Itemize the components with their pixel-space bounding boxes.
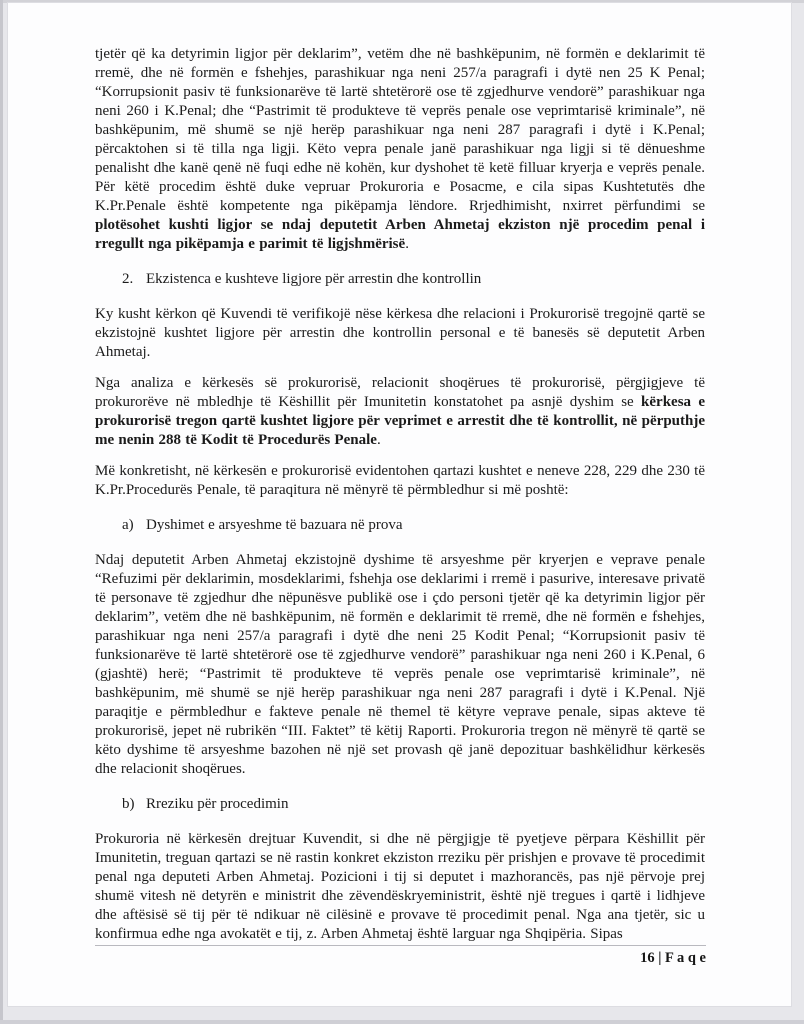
- text-run: Ekzistenca e kushteve ligjore për arrestin dhe kontrollin: [146, 271, 482, 287]
- text-run: .: [405, 236, 409, 252]
- text-run: kërkesa e prokurorisë tregon qartë kushtet ligjore për veprimet e arrestit dhe të kontrollit, në përputhje me nenin 288 të Kodit të Procedurës Penale: [95, 394, 706, 448]
- document-body: [95, 45, 705, 956]
- text-run: plotësohet kushti ligjor se ndaj deputetit Arben Ahmetaj ekziston një procedim penal i rregullt nga pikëpamja e parimit të ligjshmërisë: [95, 217, 705, 252]
- item-text: [146, 795, 705, 814]
- item-marker: 2.: [122, 271, 134, 287]
- text-run: Nga analiza e kërkesës së prokurorisë, relacionit shoqërues të prokurorisë, përgjigjeve të prokurorëve në mbledhje të Këshillit për Imunitetin konstatohet pa asnjë dyshim se: [95, 375, 705, 410]
- paragraph: [95, 45, 705, 254]
- paragraph: [95, 462, 705, 500]
- text-run: .: [376, 432, 381, 448]
- text-run: Prokuroria në kërkesën drejtuar Kuvendit, si dhe në përgjigje të pyetjeve përpara Këshillit për Imunitetin, treguan qartazi se në rastin konkret ekziston rreziku për prishjen e provave të procedimit penal nga deputeti Arben Ahmetaj. Pozicioni i tij si deputet i mazhorancës, pas një përvoje prej shumë vitesh në detyrën e ministrit dhe zëvendëskryeministrit, është një tregues i qartë i lidhjeve dhe aftësisë së tij për të ndikuar në cilësinë e provave të procedimit penal. Nga ana tjetër, sic u konfirmua edhe nga avokatët e tij, z. Arben Ahmetaj është larguar nga Shqipëria. Sipas: [95, 831, 705, 942]
- text-run: Ndaj deputetit Arben Ahmetaj ekzistojnë dyshime të arsyeshme për kryerjen e veprave penale “Refuzimi për deklarimin, mosdeklarimi, fshehja ose deklarimi i rremë i pasurive, interesave privatë të personave të zgjedhur dhe nëpunësve publikë ose i çdo personi tjetër që ka detyrimin ligjor për deklarim”, vetëm dhe në bashkëpunim, në formën e deklarimit të rremë, dhe në formën e fshehjes, parashikuar nga neni 257/a paragrafi i dytë dhe neni 25 Kodit Penal; “Korrupsionit pasiv të funksionarëve të lartë shtetërorë ose të zgjedhurve vendorë” parashikuar nga neni 260 i K.Penal, 6 (gjashtë) herë; “Pastrimit të produkteve të veprës penale ose veprimtarisë kriminale”, në bashkëpunim, më shumë se një herëp parashikuar nga neni 287 paragrafi i dytë i K.Penal. Një paraqitje e përmbledhur e fakteve penale në themel të këtyre veprave penale, sipas akteve të prokurorisë, jepet në rubrikën “III. Faktet” të këtij Raporti. Prokuroria tregon në mënyrë të qartë se këto dyshime të arsyeshme bazohen në një set provash që janë depozituar bashkëlidhur kërkesës dhe relacionit shoqërues.: [95, 552, 705, 777]
- paragraph: [95, 830, 705, 944]
- item-text: [146, 270, 705, 289]
- section-item: [122, 795, 705, 814]
- section-item: [122, 516, 705, 535]
- scan-edge-left: [0, 0, 3, 1024]
- text-run: tjetër që ka detyrimin ligjor për deklarim”, vetëm dhe në bashkëpunim, në formën e deklarimit të rremë, dhe në formën e fshehjes, parashikuar nga neni 257/a paragrafi i dytë nen 25 K Penal; “Korrupsionit pasiv të funksionarëve të lartë shtetërorë ose të zgjedhurve vendorë” parashikuar nga neni 260 i K.Penal; dhe “Pastrimit të produkteve të veprës penale ose veprimtarisë kriminale”, në bashkëpunim, më shumë se një herëp parashikuar nga neni 287 paragrafi i dytë i K.Penal; përcaktohen si të tilla nga ligji. Këto vepra penale janë parashikuar nga ligji si të dënueshme penalisht dhe kanë qenë në fuqi edhe në kohën, kur dyshohet të ketë filluar kryerja e veprës penale. Për këtë procedim është duke vepruar Prokuroria e Posacme, e cila sipas Kushtetutës dhe K.Pr.Penale është kompetente nga pikëpamja lëndore. Rrjedhimisht, nxirret përfundimi se: [95, 46, 705, 214]
- page-footer: [95, 945, 706, 967]
- paragraph: [95, 305, 705, 362]
- text-run: Më konkretisht, në kërkesën e prokurorisë evidentohen qartazi kushtet e neneve 228, 229 dhe 230 të K.Pr.Procedurës Penale, të paraqitura në mënyrë të përmbledhur si më poshtë:: [95, 463, 705, 498]
- page-number-label: 16 | F a q e: [640, 950, 706, 966]
- scan-edge-bottom: [0, 1020, 804, 1024]
- text-run: Dyshimet e arsyeshme të bazuara në prova: [146, 517, 403, 533]
- text-run: Ky kusht kërkon që Kuvendi të verifikojë nëse kërkesa dhe relacioni i Prokurorisë tregojnë qartë se ekzistojnë kushtet ligjore për arrestin dhe kontrollin personal e të banesës së deputetit Arben Ahmetaj.: [95, 306, 705, 360]
- item-marker: b): [122, 796, 135, 812]
- paragraph: [95, 551, 705, 779]
- document-page: [8, 3, 791, 1006]
- paragraph: [95, 374, 705, 450]
- item-marker: a): [122, 517, 134, 533]
- item-text: [146, 516, 705, 535]
- section-item: [122, 270, 705, 289]
- text-run: Rreziku për procedimin: [146, 796, 289, 812]
